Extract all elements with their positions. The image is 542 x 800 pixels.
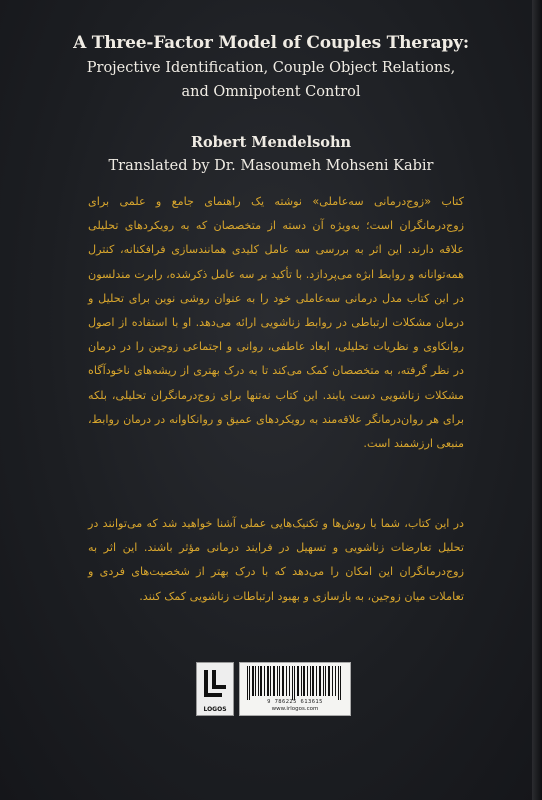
cover-edge-shadow [532, 0, 542, 800]
publisher-logo [196, 662, 234, 716]
isbn-number: 9 786225 613615 [267, 699, 323, 705]
english-subtitle-line2: and Omnipotent Control [181, 84, 361, 100]
publisher-logo-text: LOGOS [203, 706, 227, 713]
translator-credit: Translated by Dr. Masoumeh Mohseni Kabir [108, 158, 434, 174]
author-name: Robert Mendelsohn [190, 134, 352, 151]
publisher-website: www.irlogos.com [271, 706, 319, 712]
english-title: A Three-Factor Model of Couples Therapy: [73, 33, 469, 53]
isbn-barcode [239, 662, 351, 716]
logos-mark-icon [202, 667, 228, 701]
blurb-paragraph-2: در این کتاب، شما با روش‌ها و تکنیک‌هایی عملی آشنا خواهید شد که می‌توانند در تحلیل تعارضات زناشویی و تسهیل در فرایند درمانی مؤثر باشند. این اثر به زوج‌درمانگران این امکان را می‌دهد که با درک بهتر از شخصیت‌های فردی و تعاملات میان زوجین، به بازسازی و بهبود ارتباطات زناشویی کمک کنند. [88, 517, 464, 603]
blurb-paragraph-1: کتاب «زوج‌درمانی سه‌عاملی» نوشته یک راهنمای جامع و علمی برای زوج‌درمانگران است؛ به‌ویژه آن دسته از متخصصان که به رویکردهای تحلیلی علاقه دارند. این اثر به بررسی سه عامل کلیدی همانندسازی فرافکنانه، کنترل همه‌توانانه و روابط ابژه می‌پردازد. با تأکید بر سه عامل ذکرشده، رابرت مندلسون در این کتاب مدل درمانی سه‌عاملی خود را به عنوان روشی نوین برای تحلیل و درمان مشکلات ارتباطی در روابط زناشویی ارائه می‌دهد. او با استفاده از اصول روانکاوی و نظریات تحلیلی، ابعاد عاطفی، روانی و اجتماعی زوجین را در درمان در نظر گرفته، به متخصصان کمک می‌کند تا به درک بهتری از ریشه‌های ناخودآگاه مشکلات زناشویی دست یابند. این کتاب نه‌تنها برای زوج‌درمانگران تحلیلی، بلکه برای هر روان‌درمانگر علاقه‌مند به رویکردهای عمیق و روانکاوانه در درمان روابط، منبعی ارزشمند است. [88, 195, 464, 451]
barcode-icon [246, 666, 344, 700]
english-subtitle-line1: Projective Identification, Couple Object Relations, [86, 60, 456, 76]
